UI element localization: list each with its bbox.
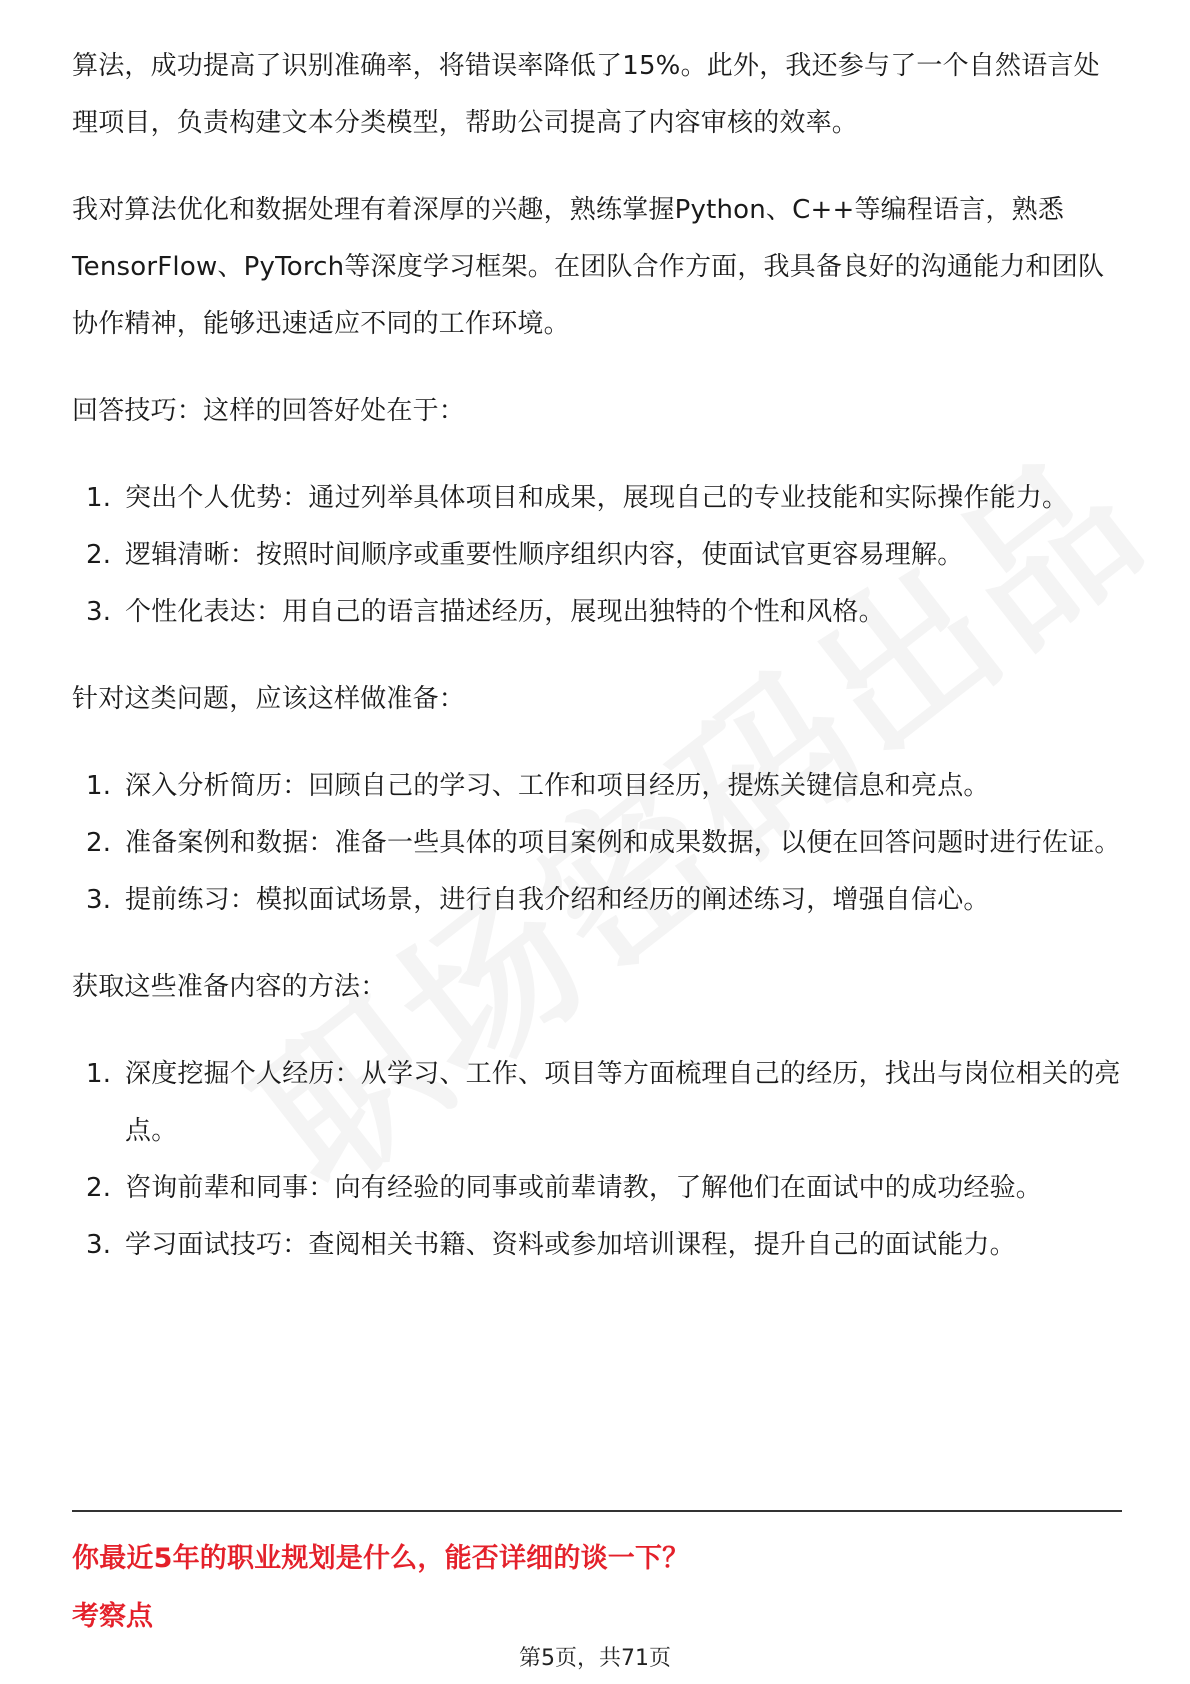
- list-item: [72, 470, 1122, 527]
- section-divider: [72, 1510, 1122, 1512]
- tips-heading: 回答技巧：这样的回答好处在于：: [72, 396, 466, 426]
- list-item: [72, 584, 1122, 641]
- list-item-text: 咨询前辈和同事：向有经验的同事或前辈请教，了解他们在面试中的成功经验。: [125, 1173, 1043, 1203]
- list-item-text: 深度挖掘个人经历：从学习、工作、项目等方面梳理自己的经历，找出与岗位相关的亮点。: [125, 1059, 1121, 1146]
- tips-list: [72, 470, 1122, 641]
- list-item-text: 深入分析简历：回顾自己的学习、工作和项目经历，提炼关键信息和亮点。: [125, 771, 990, 801]
- methods-heading: 获取这些准备内容的方法：: [72, 972, 387, 1002]
- list-item: [72, 1046, 1122, 1160]
- document-body: [72, 38, 1122, 1304]
- list-number: 2.: [86, 1173, 112, 1203]
- list-item-text: 学习面试技巧：查阅相关书籍、资料或参加培训课程，提升自己的面试能力。: [125, 1230, 1016, 1260]
- list-item: [72, 527, 1122, 584]
- list-number: 3.: [86, 597, 112, 627]
- section-label-focus: 考察点: [72, 1601, 153, 1632]
- list-item: [72, 1217, 1122, 1274]
- page-footer: 第5页，共71页: [519, 1646, 671, 1671]
- list-item: [72, 1160, 1122, 1217]
- list-number: 2.: [86, 540, 112, 570]
- list-item: [72, 872, 1122, 929]
- list-item-text: 突出个人优势：通过列举具体项目和成果，展现自己的专业技能和实际操作能力。: [125, 483, 1069, 513]
- list-number: 1.: [86, 1059, 112, 1089]
- list-number: 1.: [86, 771, 112, 801]
- list-number: 1.: [86, 483, 112, 513]
- methods-list: [72, 1046, 1122, 1274]
- question-title: 你最近5年的职业规划是什么，能否详细的谈一下？: [72, 1543, 690, 1574]
- list-item-text: 准备案例和数据：准备一些具体的项目案例和成果数据，以便在回答问题时进行佐证。: [125, 828, 1121, 858]
- list-item: [72, 758, 1122, 815]
- list-number: 3.: [86, 885, 112, 915]
- prep-list: [72, 758, 1122, 929]
- prep-heading: 针对这类问题，应该这样做准备：: [72, 684, 466, 714]
- list-number: 2.: [86, 828, 112, 858]
- list-item-text: 逻辑清晰：按照时间顺序或重要性顺序组织内容，使面试官更容易理解。: [125, 540, 964, 570]
- list-number: 3.: [86, 1230, 112, 1260]
- list-item-text: 提前练习：模拟面试场景，进行自我介绍和经历的阐述练习，增强自信心。: [125, 885, 990, 915]
- paragraph-project-experience: 算法，成功提高了识别准确率，将错误率降低了15%。此外，我还参与了一个自然语言处理项目，负责构建文本分类模型，帮助公司提高了内容审核的效率。: [72, 51, 1100, 138]
- list-item: [72, 815, 1122, 872]
- paragraph-skills: 我对算法优化和数据处理有着深厚的兴趣，熟练掌握Python、C++等编程语言，熟悉TensorFlow、PyTorch等深度学习框架。在团队合作方面，我具备良好的沟通能力和团队协作精神，能够迅速适应不同的工作环境。: [72, 195, 1105, 339]
- list-item-text: 个性化表达：用自己的语言描述经历，展现出独特的个性和风格。: [125, 597, 885, 627]
